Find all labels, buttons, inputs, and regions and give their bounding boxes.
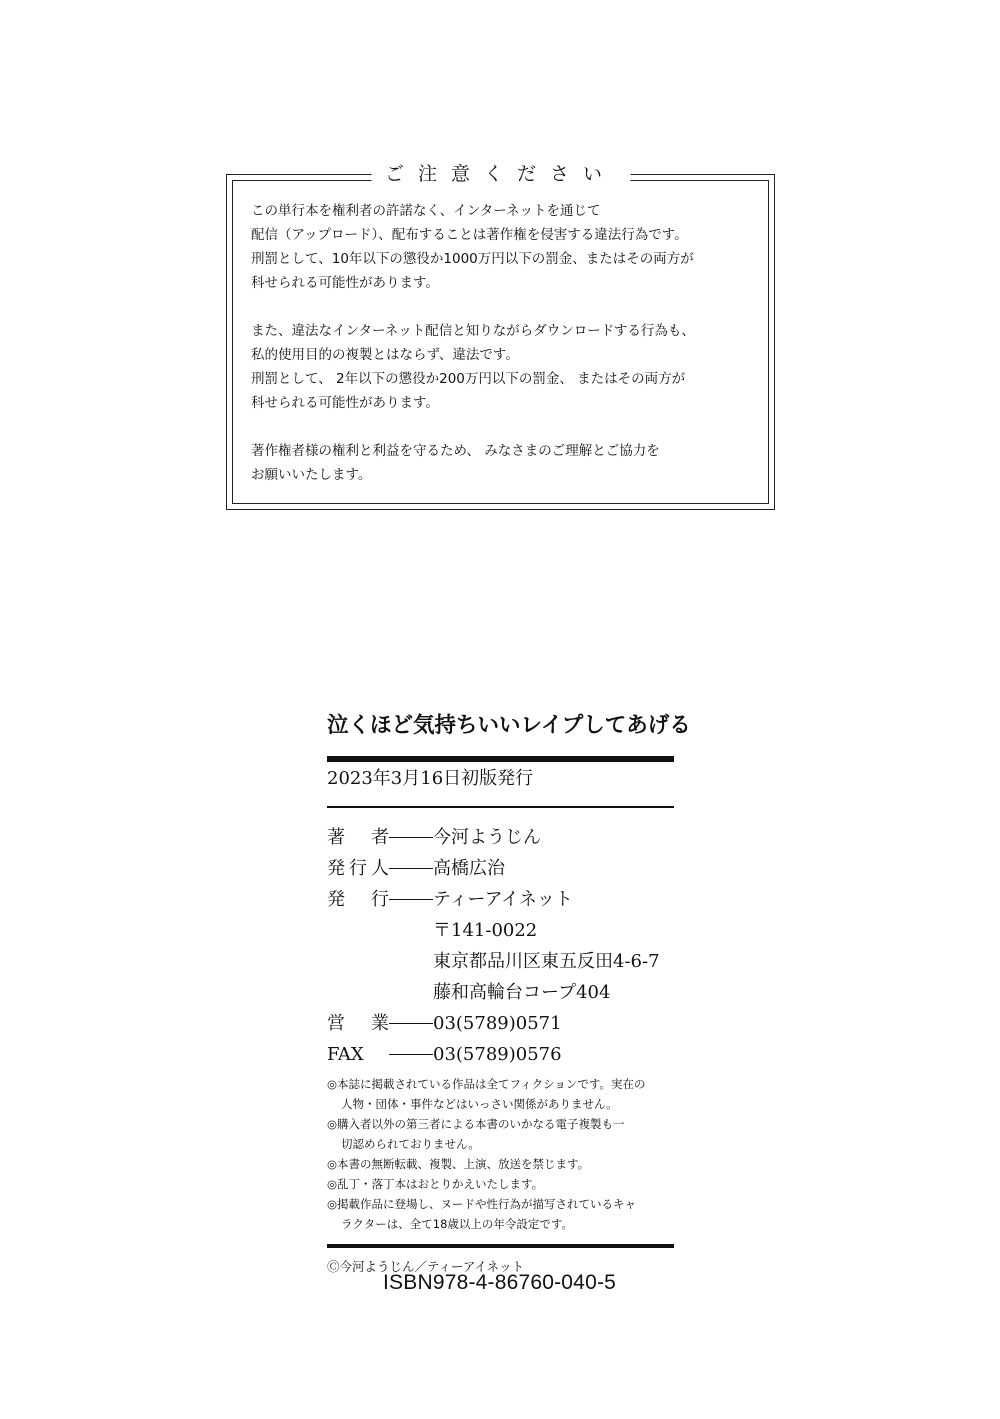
notice-line: お願いいたします。 [251,467,372,483]
credit-value: 高橋広治 [433,857,505,879]
note-line: ◎乱丁・落丁本はおとりかえいたします。 [327,1176,544,1191]
title-rule [327,756,674,762]
notice-line: 私的使用目的の複製とはならず、違法です。 [251,347,519,363]
contact-value: 03(5789)0571 [433,1012,562,1034]
notice-line: 刑罰として、10年以下の懲役か1000万円以下の罰金、またはその両方が [251,251,694,267]
legal-notes [327,1074,674,1234]
credits [327,822,674,1070]
isbn: ISBN978-4-86760-040-5 [383,1271,617,1294]
dash-rule [389,884,433,900]
edition-date: 2023年3月16日初版発行 [327,768,534,789]
notice-paragraph-1 [251,199,758,295]
contact-fax [327,1039,674,1070]
notice-line: 科せられる可能性があります。 [251,275,439,291]
notice-title: ご注意ください [371,161,630,187]
notice-line: 著作権者様の権利と利益を守るため、 みなさまのご理解とご協力を [251,443,660,459]
contact-value: 03(5789)0576 [433,1043,562,1065]
address-line: 〒141-0022 [433,919,538,941]
notes-rule [327,1244,674,1248]
notice-paragraph-2 [251,319,758,415]
note-line: ◎掲載作品に登場し、ヌードや性行為が描写されているキャ [327,1196,637,1211]
colophon [327,708,691,1276]
contact-sales [327,1008,674,1039]
contact-label: 営業 [327,1012,389,1034]
notice-line: 配信（アップロード）、配布することは著作権を侵害する違法行為です。 [251,227,688,243]
note-line: ◎購入者以外の第三者による本書のいかなる電子複製も一 [327,1116,625,1131]
dash-rule [389,1039,433,1055]
dash-rule [389,853,433,869]
notice-body [251,199,758,487]
note-line: ◎本誌に掲載されている作品は全てフィクションです。実在の [327,1076,646,1091]
dash-rule [389,822,433,838]
book-title: 泣くほど気持ちいいレイプしてあげる [327,713,691,738]
dash-rule [389,1008,433,1024]
credit-label: 著者 [327,826,389,848]
address-line: 東京都品川区東五反田4-6-7 [433,950,660,972]
note-line: 人物・団体・事件などはいっさい関係がありません。 [341,1096,618,1111]
credit-publisher [327,884,674,915]
notice-line: 刑罰として、 2年以下の懲役か200万円以下の罰金、 またはその両方が [251,371,686,387]
edition-rule [327,806,674,808]
contact-label: FAX [327,1043,364,1065]
credit-value: ティーアイネット [433,888,573,910]
credit-author [327,822,674,853]
address-line: 藤和高輪台コープ404 [433,981,611,1003]
notice-line: 科せられる可能性があります。 [251,395,439,411]
credit-label: 発行 [327,888,389,910]
notice-line: また、違法なインターネット配信と知りながらダウンロードする行為も、 [251,323,695,339]
credit-value: 今河ようじん [433,826,541,848]
note-line: ◎本書の無断転載、複製、上演、放送を禁じます。 [327,1156,590,1171]
copyright: Ⓒ今河ようじん／ティーアイネット [327,1258,525,1274]
note-line: 切認められておりません。 [341,1136,480,1151]
notice-line: この単行本を権利者の許諾なく、インターネットを通じて [251,203,601,219]
credit-label: 発行人 [327,857,389,879]
notice-box [226,163,775,510]
credit-publisher-person [327,853,674,884]
notice-paragraph-3 [251,439,758,487]
note-line: ラクターは、全て18歳以上の年令設定です。 [341,1216,573,1231]
